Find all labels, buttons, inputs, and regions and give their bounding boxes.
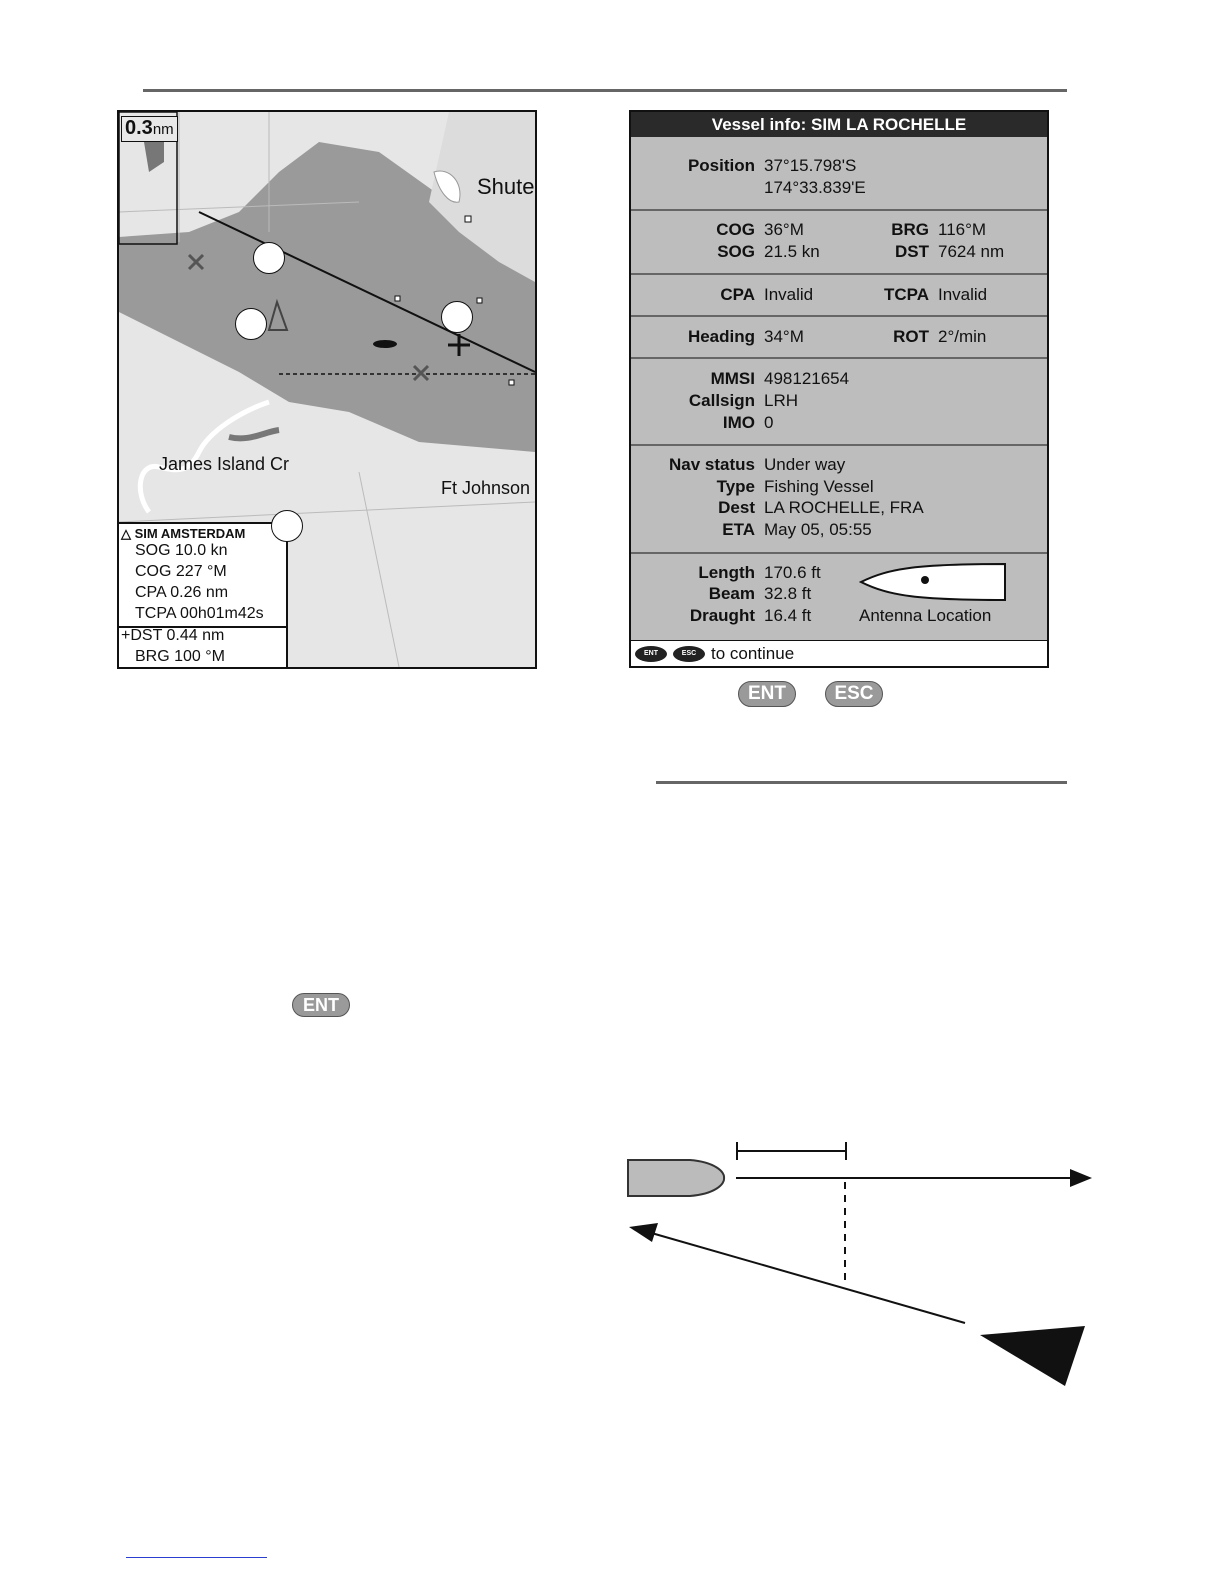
- section-rule: [656, 781, 1067, 784]
- target-vessel-icon: [980, 1326, 1085, 1386]
- panel-footer: [631, 640, 1047, 667]
- label-ft-johnson: Ft Johnson: [441, 478, 531, 498]
- mmsi-value: 498121654: [764, 369, 850, 388]
- position-lat: 37°15.798'S: [764, 156, 857, 175]
- vessel-outline-icon: [859, 562, 1009, 602]
- type-value: Fishing Vessel: [764, 477, 874, 496]
- length-label: Length: [698, 563, 755, 582]
- esc-key-icon: ESC: [673, 646, 705, 662]
- draught-label: Draught: [689, 606, 755, 625]
- vessel-info-panel: [629, 110, 1049, 668]
- cpa-diagram: [620, 1130, 1110, 1400]
- sog-value: 21.5 kn: [764, 242, 820, 261]
- ent-button-icon: ENT: [292, 993, 350, 1017]
- target-cpa: CPA 0.26 nm: [135, 584, 229, 601]
- arrow-head-icon: [1070, 1169, 1092, 1187]
- antenna-location-label: Antenna Location: [859, 606, 992, 625]
- position-lon: 174°33.839'E: [764, 178, 866, 197]
- separator: [631, 273, 1047, 275]
- cog-value: 36°M: [764, 220, 804, 239]
- eta-label: ETA: [722, 520, 755, 539]
- position-label: Position: [687, 156, 755, 175]
- footer-hint: to continue: [711, 644, 795, 663]
- brg-label: BRG: [891, 220, 929, 239]
- sog-label: SOG: [717, 242, 755, 261]
- cursor-icon: +: [121, 627, 131, 644]
- callout-circle-4: [271, 510, 303, 542]
- eta-value: May 05, 05:55: [764, 520, 872, 539]
- ent-button-icon: ENT: [738, 681, 796, 707]
- tcpa-value: Invalid: [938, 285, 988, 304]
- target-cog: COG 227 °M: [135, 563, 227, 580]
- type-label: Type: [716, 477, 755, 496]
- target-info-box: [119, 522, 288, 669]
- target-course-line: [648, 1232, 965, 1323]
- header-rule: [143, 89, 1067, 92]
- brg-value: 116°M: [938, 220, 987, 239]
- target-sog: SOG 10.0 kn: [135, 542, 228, 559]
- imo-value: 0: [764, 413, 774, 432]
- target-info-title: △ SIM AMSTERDAM: [121, 526, 246, 541]
- chart-map-screen: [117, 110, 537, 669]
- target-triangle-icon: △: [121, 526, 131, 541]
- separator: [631, 209, 1047, 211]
- imo-label: IMO: [722, 413, 755, 432]
- dst-label: DST: [895, 242, 929, 261]
- cpa-label: CPA: [720, 285, 755, 304]
- callsign-value: LRH: [764, 391, 799, 410]
- separator: [631, 315, 1047, 317]
- separator: [631, 357, 1047, 359]
- draught-value: 16.4 ft: [764, 606, 812, 625]
- ent-key-icon: ENT: [635, 646, 667, 662]
- mmsi-label: MMSI: [710, 369, 755, 388]
- vessel-info-title: Vessel info: SIM LA ROCHELLE: [631, 112, 1047, 137]
- dest-value: LA ROCHELLE, FRA: [764, 498, 924, 517]
- callsign-label: Callsign: [688, 391, 755, 410]
- cursor-dst: +DST 0.44 nm: [121, 627, 225, 644]
- antenna-dot-icon: [921, 576, 929, 584]
- map-scale: 0.3nm: [121, 116, 178, 142]
- dst-value: 7624 nm: [938, 242, 1005, 261]
- callout-circle-1: [253, 242, 285, 274]
- esc-button-icon: ESC: [825, 681, 883, 707]
- beam-value: 32.8 ft: [764, 584, 812, 603]
- arrow-head-icon: [629, 1223, 658, 1242]
- rot-label: ROT: [893, 327, 929, 346]
- heading-label: Heading: [687, 327, 755, 346]
- separator: [631, 552, 1047, 554]
- label-james-island: James Island Cr: [159, 454, 290, 474]
- heading-value: 34°M: [764, 327, 804, 346]
- beam-label: Beam: [708, 584, 755, 603]
- own-vessel-icon: [628, 1160, 724, 1196]
- length-value: 170.6 ft: [764, 563, 821, 582]
- dest-label: Dest: [718, 498, 755, 517]
- rot-value: 2°/min: [938, 327, 987, 346]
- cursor-brg: BRG 100 °M: [135, 648, 225, 665]
- navstatus-value: Under way: [764, 455, 846, 474]
- cpa-value: Invalid: [764, 285, 814, 304]
- separator: [631, 444, 1047, 446]
- callout-circle-3: [441, 301, 473, 333]
- tcpa-label: TCPA: [883, 285, 929, 304]
- navstatus-label: Nav status: [669, 455, 755, 474]
- footnote-rule: [126, 1557, 267, 1558]
- callout-circle-2: [235, 308, 267, 340]
- label-shute: Shute: [477, 174, 535, 199]
- cog-label: COG: [716, 220, 755, 239]
- target-tcpa: TCPA 00h01m42s: [135, 605, 264, 622]
